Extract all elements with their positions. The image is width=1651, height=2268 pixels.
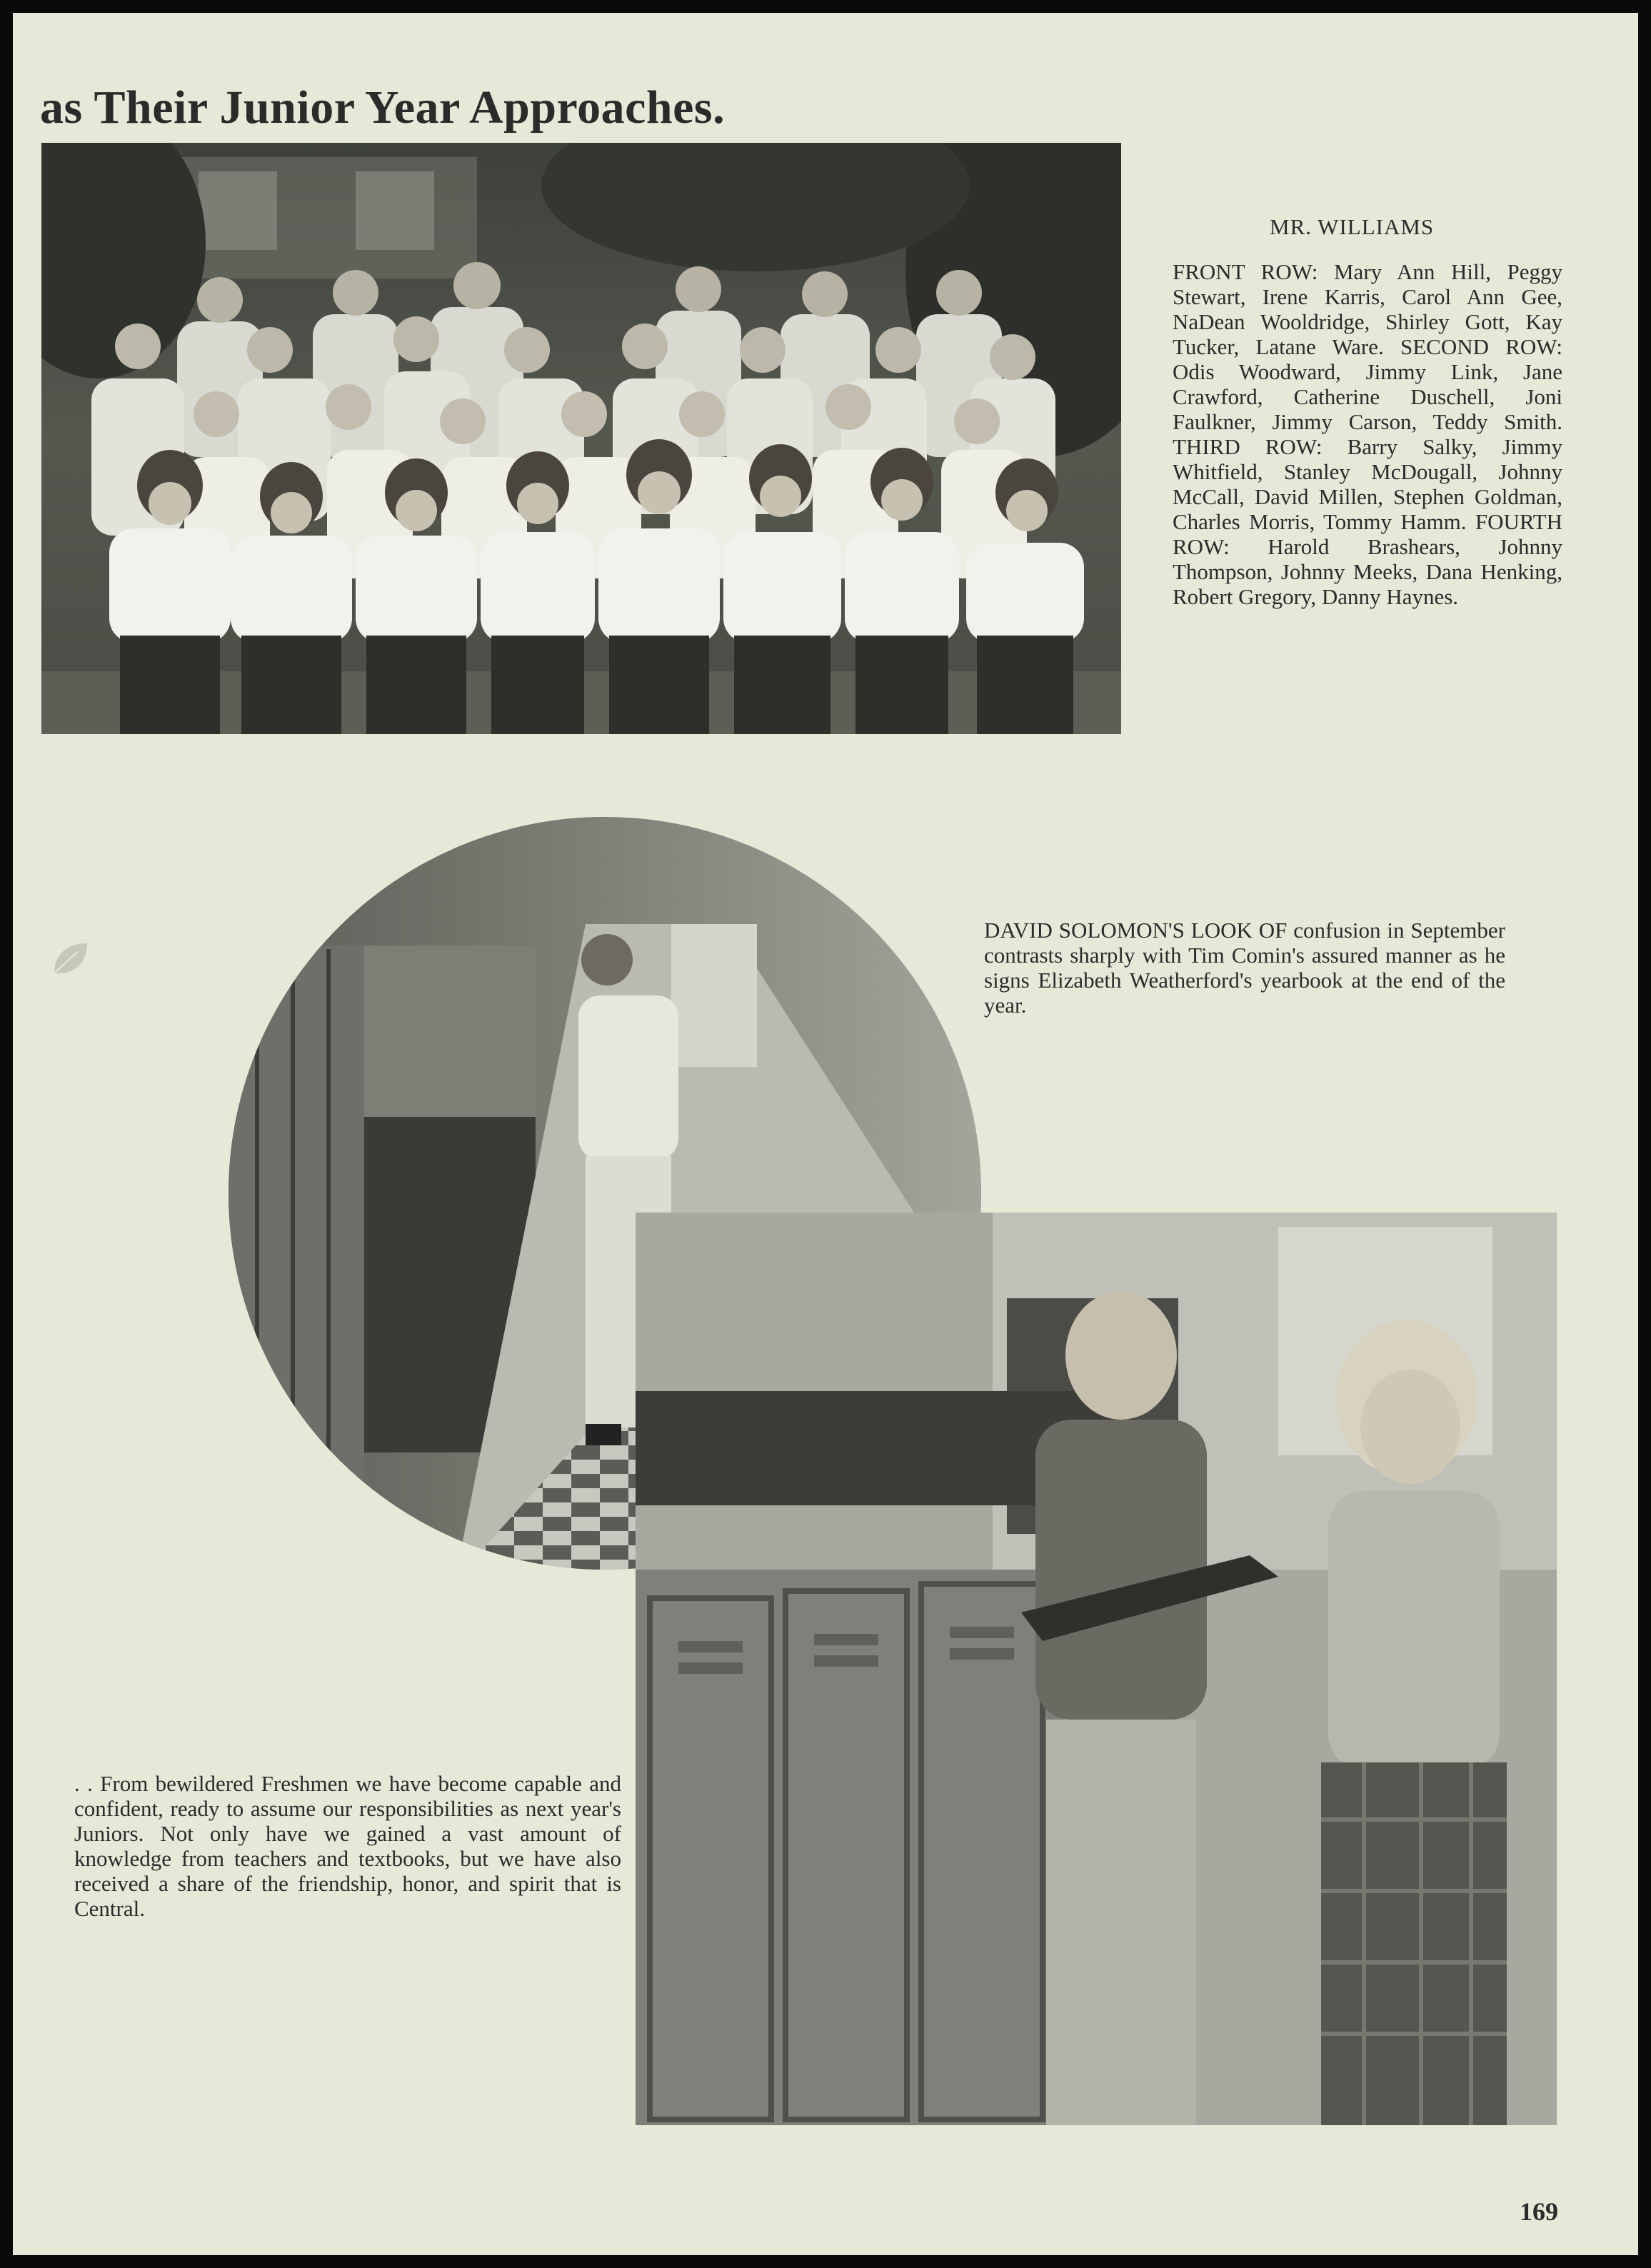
group-photo-illustration — [41, 143, 1121, 734]
yearbook-signing-photo — [636, 1213, 1557, 2125]
leaf-icon — [49, 938, 91, 980]
teacher-name: MR. WILLIAMS — [1270, 214, 1435, 239]
locker-photo-illustration — [636, 1213, 1557, 2125]
yearbook-page — [13, 13, 1638, 2255]
class-group-photo — [41, 143, 1121, 734]
page-number: 169 — [1520, 2197, 1558, 2226]
hallway-caption: DAVID SOLOMON'S LOOK OF confusion in September contrasts sharply with Tim Comin's assured manner as he signs Elizabeth Weatherford's yearbook at the end of the year. — [984, 918, 1505, 1018]
page-headline: as Their Junior Year Approaches. — [40, 81, 726, 134]
group-photo-caption: FRONT ROW: Mary Ann Hill, Peggy Stewart, Irene Karris, Carol Ann Gee, NaDean Wooldridge, Shirley Gott, Kay Tucker, Latane Ware. SECOND ROW: Odis Woodward, Jimmy Link, Jane Crawford, Catherine Duschell, Joni Faulkner, Jimmy Carson, Teddy Smith. THIRD ROW: Barry Salky, Jimmy Whitfield, Stanley McDougall, Johnny McCall, David Millen, Stephen Goldman, Charles Morris, Tommy Hamm. FOURTH ROW: Harold Brashears, Johnny Thompson, Johnny Meeks, Dana Henking, Robert Gregory, Danny Haynes. — [1173, 259, 1562, 609]
closing-paragraph: . . From bewildered Freshmen we have become capable and confident, ready to assume our responsibilities as next year's Juniors. Not only have we gained a vast amount of knowledge from teachers and textbooks, but we have also received a share of the friendship, honor, and spirit that is Central. — [74, 1771, 621, 1921]
